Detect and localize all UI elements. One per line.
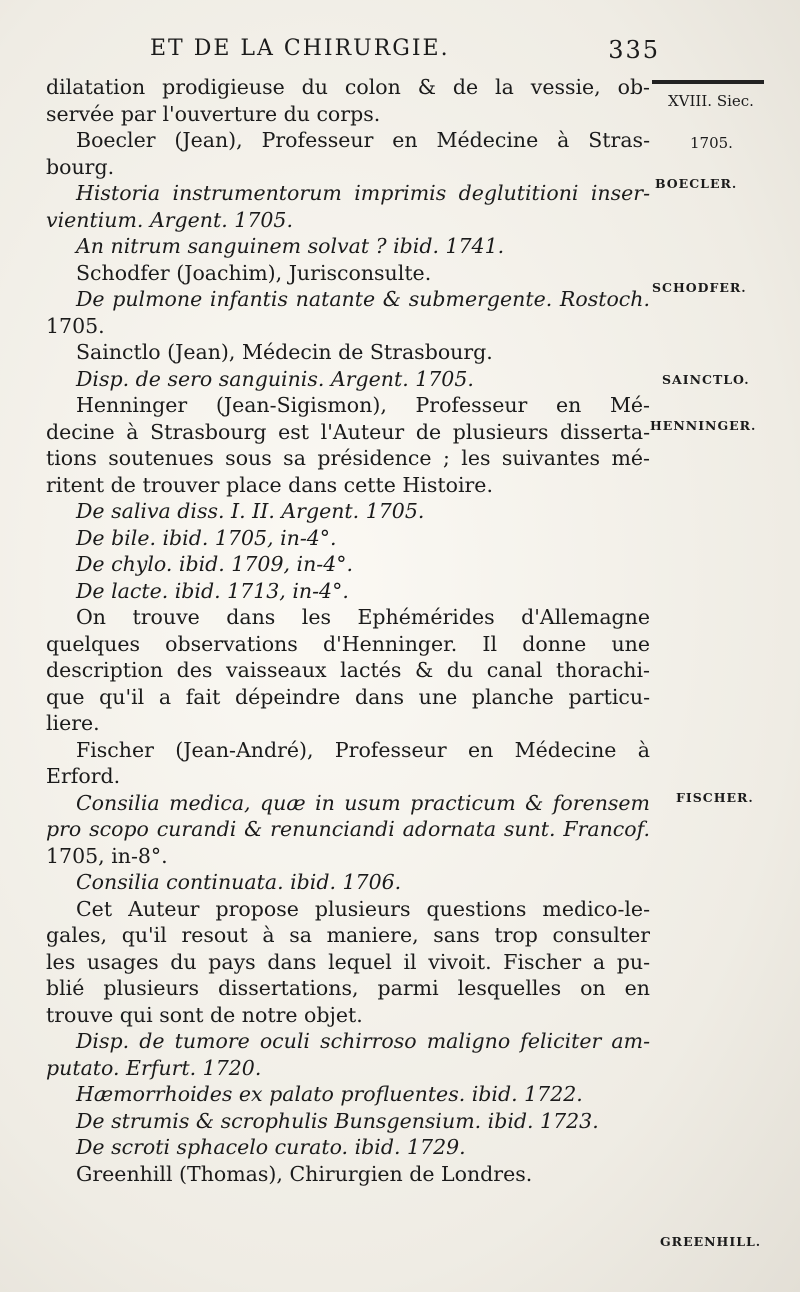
margin-name-henninger: HENNINGER. (650, 418, 757, 433)
text-line: Schodfer (Joachim), Jurisconsulte. (76, 260, 432, 285)
page-header (150, 36, 660, 66)
text-line: 1705. (46, 313, 105, 338)
text-line: 1705, in-8°. (46, 843, 168, 868)
text-line: Erford. (46, 764, 121, 788)
margin-rule (652, 80, 764, 84)
text-body (46, 74, 650, 1187)
text-line: les usages du pays dans lequel il vivoit. Fischer a pu- (46, 949, 650, 974)
text-line: servée par l'ouverture du corps. (46, 101, 381, 126)
text-line: que qu'il a fait dépeindre dans une planche particu- (46, 684, 650, 709)
text-line: Historia instrumentorum imprimis deglutitioni inser- (76, 181, 650, 205)
text-line: blié plusieurs dissertations, parmi lesquelles on en (46, 976, 650, 1000)
text-line: tions soutenues sous sa présidence ; les suivantes mé- (46, 446, 650, 470)
text-line: trouve qui sont de notre objet. (46, 1002, 363, 1027)
text-line: decine à Strasbourg est l'Auteur de plusieurs disserta- (46, 419, 650, 444)
margin-name-boecler: BOECLER. (655, 176, 738, 191)
text-line: Henninger (Jean-Sigismon), Professeur en Mé- (76, 393, 650, 417)
margin-name-schodfer: SCHODFER. (652, 280, 747, 295)
text-line: De strumis & scrophulis Bunsgensium. ibid. 1723. (76, 1108, 599, 1133)
text-line: De chylo. ibid. 1709, in-4°. (76, 552, 354, 576)
text-line: Disp. de sero sanguinis. Argent. 1705. (76, 366, 474, 391)
text-line: pro scopo curandi & renunciandi adornata sunt. Francof. (46, 817, 650, 841)
text-line: vientium. Argent. 1705. (46, 207, 293, 232)
text-line: bourg. (46, 154, 115, 179)
text-line: De scroti sphacelo curato. ibid. 1729. (76, 1135, 466, 1159)
text-line: De lacte. ibid. 1713, in-4°. (76, 578, 349, 603)
text-line: De saliva diss. I. II. Argent. 1705. (76, 499, 425, 523)
margin-name-greenhill: GREENHILL. (660, 1234, 762, 1249)
text-line: description des vaisseaux lactés & du canal thorachi- (46, 658, 650, 682)
text-line: Hæmorrhoides ex palato profluentes. ibid. 1722. (76, 1082, 583, 1106)
text-line: Sainctlo (Jean), Médecin de Strasbourg. (76, 340, 493, 364)
text-line: Disp. de tumore oculi schirroso maligno feliciter am- (76, 1029, 650, 1053)
text-line: dilatation prodigieuse du colon & de la vessie, ob- (46, 75, 650, 99)
text-line: Fischer (Jean-André), Professeur en Médecine à (76, 737, 650, 762)
text-line: gales, qu'il resout à sa maniere, sans trop consulter (46, 923, 650, 947)
text-line: quelques observations d'Henninger. Il donne une (46, 631, 650, 656)
text-line: De pulmone infantis natante & submergente. Rostoch. (76, 287, 650, 311)
text-line: De bile. ibid. 1705, in-4°. (76, 525, 337, 550)
text-line: Consilia continuata. ibid. 1706. (76, 870, 402, 894)
text-line: liere. (46, 711, 100, 735)
text-line: On trouve dans les Ephémérides d'Allemagne (76, 605, 650, 629)
text-line: Cet Auteur propose plusieurs questions medico-le- (76, 896, 650, 921)
running-title: ET DE LA CHIRURGIE. (150, 36, 450, 61)
margin-name-sainctlo: SAINCTLO. (662, 372, 750, 387)
text-line: ritent de trouver place dans cette Histoire. (46, 472, 493, 497)
margin-century: XVIII. Siec. (668, 92, 754, 110)
text-line: putato. Erfurt. 1720. (46, 1055, 262, 1080)
margin-year: 1705. (690, 134, 733, 152)
margin-name-fischer: FISCHER. (676, 790, 754, 805)
page-number: 335 (608, 36, 660, 64)
text-line: Boecler (Jean), Professeur en Médecine à Stras- (76, 128, 650, 152)
text-line: An nitrum sanguinem solvat ? ibid. 1741. (76, 234, 505, 258)
text-line: Consilia medica, quæ in usum practicum & forensem (76, 790, 650, 815)
text-line: Greenhill (Thomas), Chirurgien de Londres. (76, 1161, 533, 1186)
